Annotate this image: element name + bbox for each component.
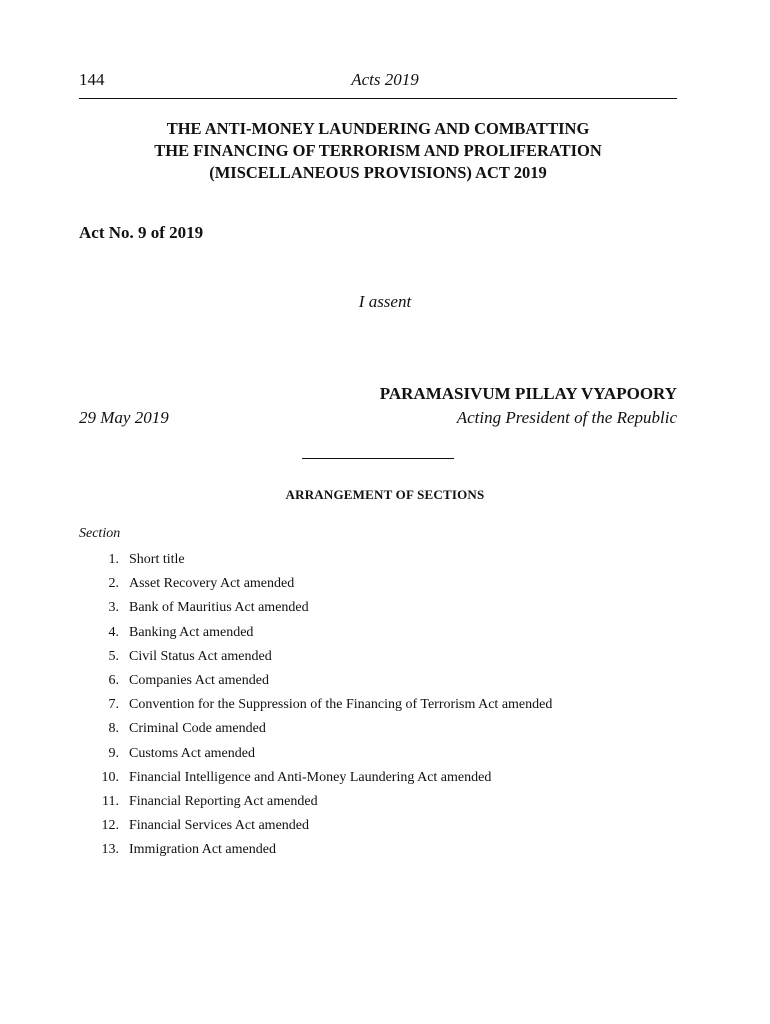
page-number: 144: [79, 70, 105, 89]
list-item: [79, 646, 699, 670]
section-number: 9.: [108, 745, 119, 761]
section-number: 10.: [101, 769, 119, 785]
section-number: 6.: [108, 672, 119, 688]
section-title: Asset Recovery Act amended: [129, 576, 295, 592]
act-number: Act No. 9 of 2019: [79, 223, 204, 242]
section-title: Convention for the Suppression of the Financing of Terrorism Act amended: [129, 697, 553, 713]
section-number: 4.: [108, 624, 119, 640]
signatory-title: Acting President of the Republic: [456, 408, 677, 427]
act-title-line: (MISCELLANEOUS PROVISIONS) ACT 2019: [209, 163, 547, 182]
list-item: [79, 670, 699, 694]
signatory-name: PARAMASIVUM PILLAY VYAPOORY: [379, 384, 677, 403]
list-item: [79, 791, 699, 815]
list-item: [79, 815, 699, 839]
arrangement-heading: ARRANGEMENT OF SECTIONS: [285, 487, 485, 502]
section-number: 2.: [108, 576, 119, 592]
section-title: Financial Services Act amended: [129, 818, 309, 834]
list-item: [79, 694, 699, 718]
section-number: 3.: [108, 600, 119, 616]
list-item: [79, 839, 699, 863]
list-item: [79, 767, 699, 791]
section-title: Bank of Mauritius Act amended: [129, 600, 309, 616]
section-number: 1.: [108, 552, 119, 567]
section-title: Immigration Act amended: [129, 842, 276, 858]
act-title-line: THE FINANCING OF TERRORISM AND PROLIFERATION: [154, 141, 602, 160]
section-title: Companies Act amended: [129, 672, 269, 688]
section-number: 13.: [101, 842, 119, 858]
section-title: Criminal Code amended: [129, 721, 266, 737]
header-rule: [79, 98, 677, 99]
section-number: 7.: [108, 697, 119, 713]
list-item: [79, 622, 699, 646]
list-item: [79, 549, 699, 573]
list-item: [79, 718, 699, 742]
separator-rule: [302, 458, 454, 459]
list-item: [79, 597, 699, 621]
section-list: [79, 549, 699, 863]
section-title: Financial Reporting Act amended: [129, 793, 318, 809]
list-item: [79, 573, 699, 597]
section-title: Financial Intelligence and Anti-Money Laundering Act amended: [129, 769, 492, 785]
act-title: [79, 118, 677, 184]
section-number: 5.: [108, 648, 119, 664]
section-title: Banking Act amended: [129, 624, 254, 640]
section-number: 11.: [102, 793, 119, 809]
section-title: Civil Status Act amended: [129, 648, 272, 664]
section-number: 8.: [108, 721, 119, 737]
section-title: Customs Act amended: [129, 745, 255, 761]
assent-date: 29 May 2019: [79, 408, 169, 427]
section-title: Short title: [129, 552, 185, 567]
assent-text: I assent: [358, 292, 412, 311]
running-head: Acts 2019: [351, 70, 419, 89]
list-item: [79, 743, 699, 767]
section-number: 12.: [101, 818, 119, 834]
section-column-label: Section: [79, 526, 121, 541]
act-title-line: THE ANTI-MONEY LAUNDERING AND COMBATTING: [166, 119, 590, 138]
